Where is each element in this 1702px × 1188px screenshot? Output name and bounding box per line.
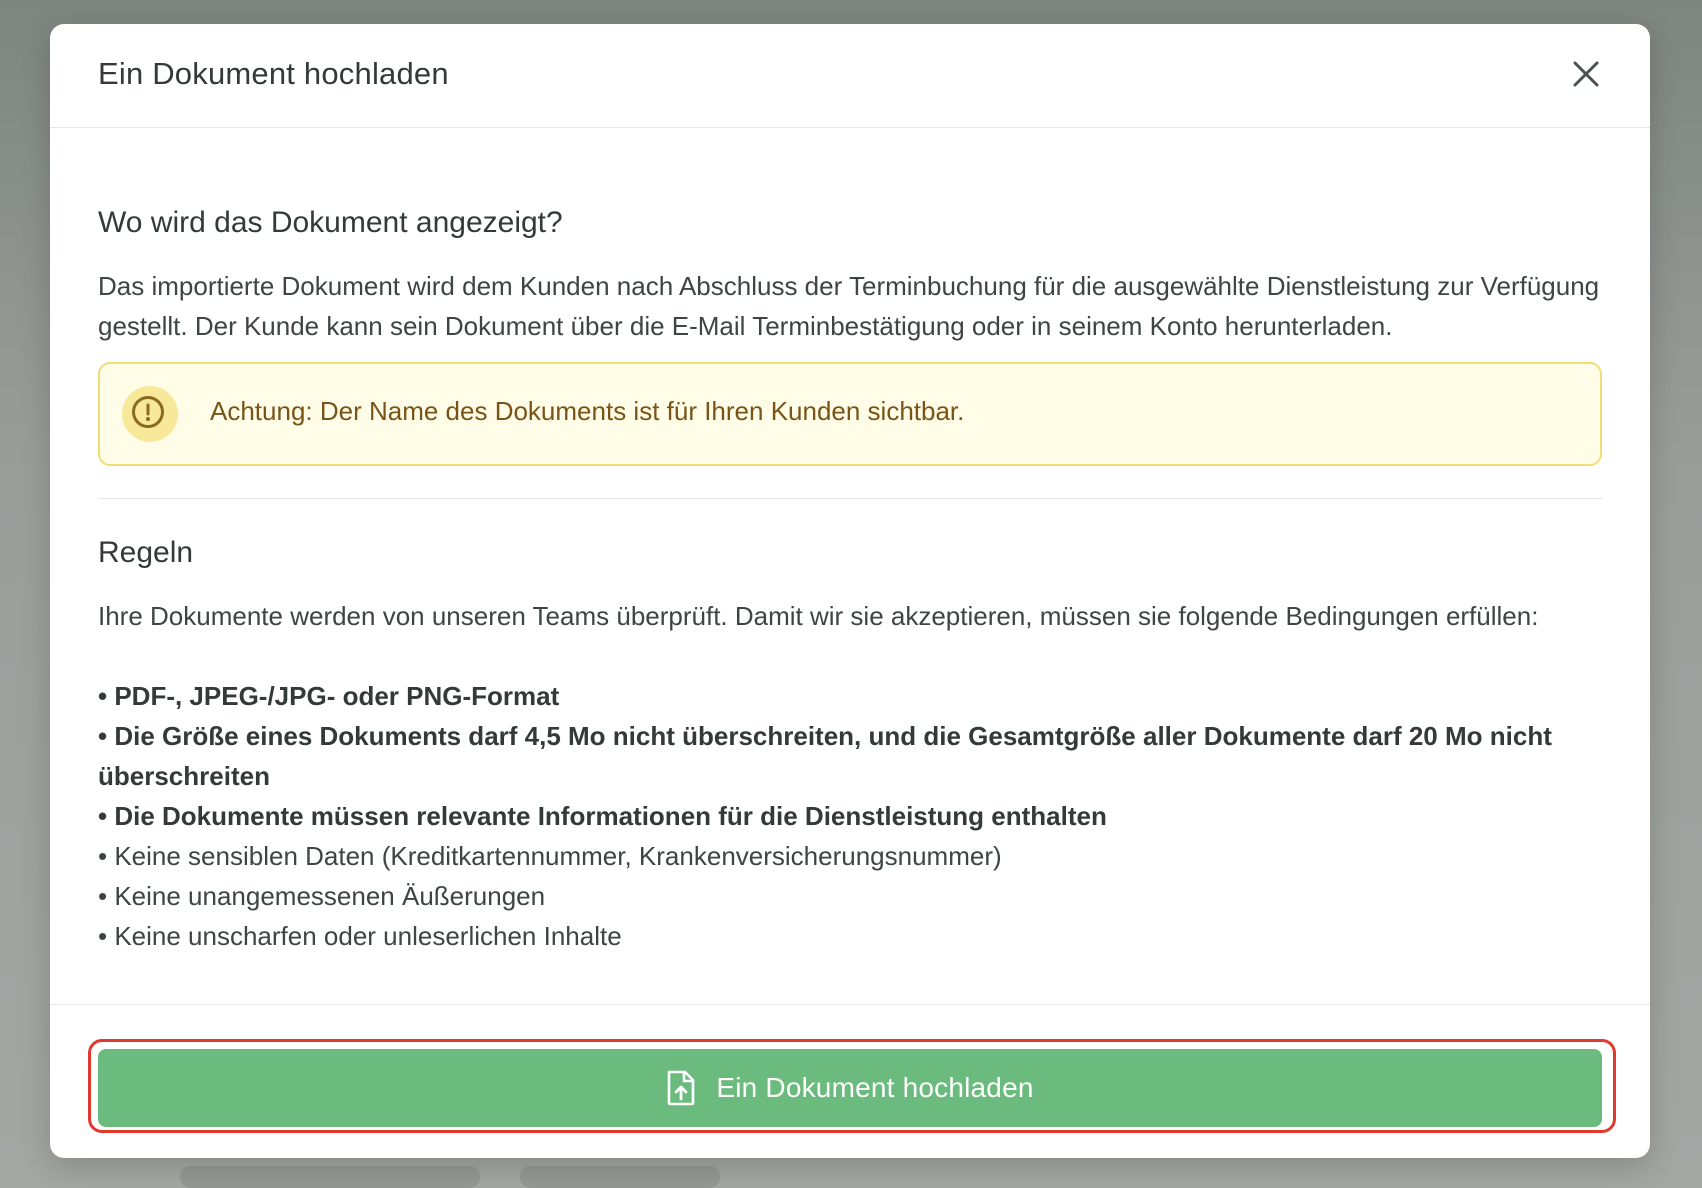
where-heading: Wo wird das Dokument angezeigt? <box>98 206 563 239</box>
background-blur <box>520 1166 720 1188</box>
rules-list <box>98 676 1602 956</box>
close-icon <box>1568 56 1604 92</box>
upload-document-modal <box>50 24 1650 1158</box>
alert-text: Achtung: Der Name des Dokuments ist für Ihren Kunden sichtbar. <box>210 396 965 426</box>
upload-document-button[interactable] <box>98 1049 1602 1127</box>
rule-item: • Keine sensiblen Daten (Kreditkartennummer, Krankenversicherungsnummer) <box>98 841 1002 871</box>
modal-header <box>50 24 1650 128</box>
visibility-alert <box>98 362 1602 466</box>
background-blur <box>180 1166 480 1188</box>
where-description: Das importierte Dokument wird dem Kunden nach Abschluss der Terminbuchung für die ausgewählte Dienstleistung zur Verfügung gestellt. Der Kunde kann sein Dokument über die E-Mail Terminbestätigung oder in seinem Konto herunterladen. <box>98 271 1600 341</box>
modal-footer <box>50 1004 1650 1158</box>
rule-item: • Die Dokumente müssen relevante Informationen für die Dienstleistung enthalten <box>98 801 1107 831</box>
file-upload-icon <box>666 1070 696 1106</box>
rule-item: • Keine unscharfen oder unleserlichen Inhalte <box>98 921 622 951</box>
rules-heading: Regeln <box>98 536 194 569</box>
upload-button-label: Ein Dokument hochladen <box>716 1072 1034 1103</box>
warning-icon <box>122 386 178 442</box>
rules-intro: Ihre Dokumente werden von unseren Teams überprüft. Damit wir sie akzeptieren, müssen sie folgende Bedingungen erfüllen: <box>98 601 1539 631</box>
modal-title: Ein Dokument hochladen <box>98 56 449 91</box>
rule-item: • PDF-, JPEG-/JPG- oder PNG-Format <box>98 681 560 711</box>
rule-item: • Keine unangemessenen Äußerungen <box>98 881 546 911</box>
divider <box>98 498 1602 499</box>
rule-item: • Die Größe eines Dokuments darf 4,5 Mo nicht überschreiten, und die Gesamtgröße aller Dokumente darf 20 Mo nicht überschreiten <box>98 721 1552 791</box>
close-button[interactable] <box>1568 56 1604 92</box>
